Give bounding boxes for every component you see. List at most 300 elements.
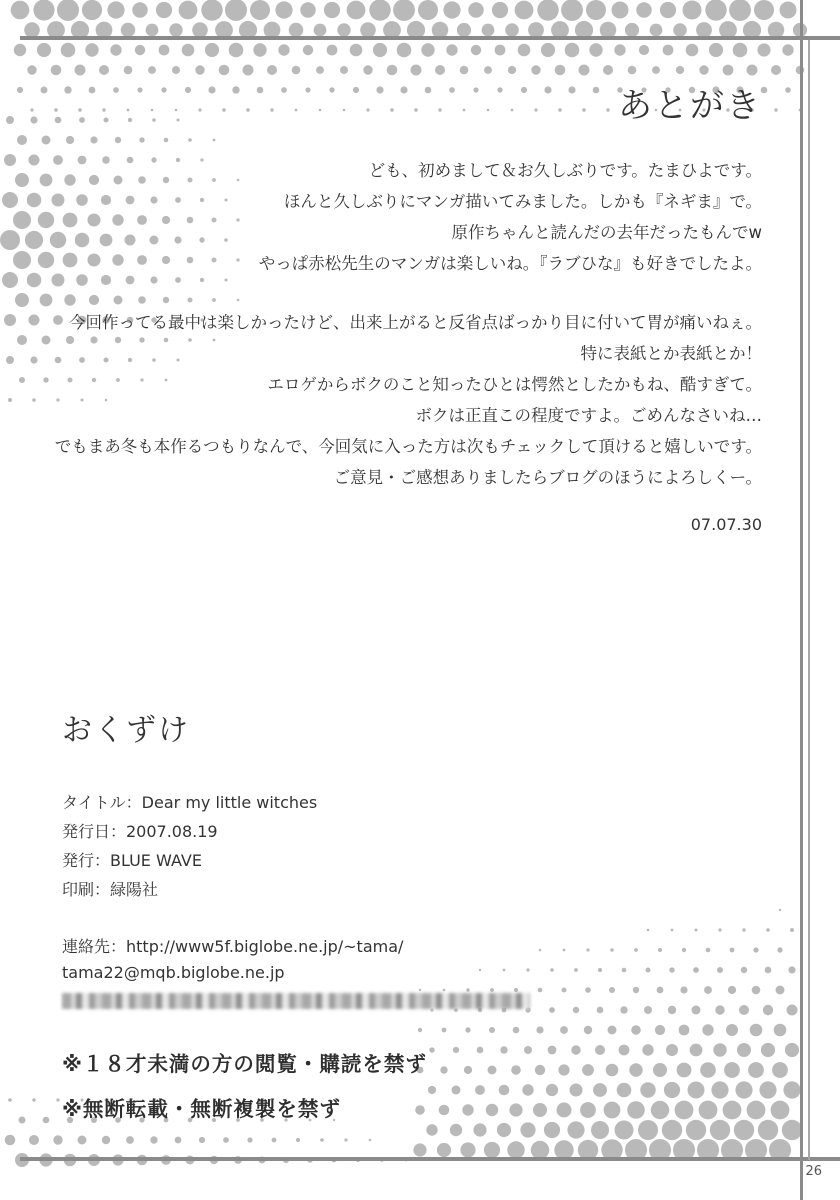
halftone-dot	[42, 336, 51, 345]
halftone-dot	[138, 176, 146, 184]
halftone-dot	[104, 118, 109, 123]
halftone-dot	[419, 989, 421, 991]
halftone-dot	[614, 44, 625, 55]
halftone-dot	[205, 43, 219, 57]
halftone-dot	[102, 156, 110, 164]
halftone-dot	[200, 198, 204, 202]
halftone-dot	[104, 358, 109, 363]
afterword-line: ども、初めまして＆お久しぶりです。たまひよです。	[368, 161, 762, 180]
halftone-dot	[449, 87, 455, 93]
halftone-dot	[32, 398, 36, 402]
halftone-dot	[615, 1121, 634, 1140]
halftone-dot	[705, 0, 726, 21]
footer-rule	[20, 1157, 840, 1161]
halftone-dot	[75, 65, 86, 76]
halftone-dot	[64, 86, 71, 93]
halftone-dot	[187, 217, 194, 224]
halftone-dot	[340, 66, 348, 74]
halftone-dot	[634, 948, 638, 952]
halftone-dot	[57, 0, 79, 21]
halftone-dot	[175, 197, 181, 203]
halftone-dot	[89, 175, 99, 185]
halftone-dot	[776, 986, 785, 995]
halftone-dot	[8, 398, 12, 402]
halftone-dot	[300, 2, 315, 17]
halftone-dot	[785, 1043, 799, 1057]
halftone-dot	[428, 1086, 436, 1094]
halftone-dot	[56, 398, 59, 401]
halftone-dot	[489, 1027, 495, 1033]
halftone-dot	[435, 65, 445, 75]
halftone-dot	[150, 196, 157, 203]
halftone-dot	[175, 1137, 182, 1144]
halftone-dot	[699, 1101, 718, 1120]
halftone-dot	[524, 1046, 532, 1054]
halftone-dot	[780, 2, 797, 19]
halftone-dot	[683, 1, 702, 20]
halftone-dot	[479, 969, 481, 971]
halftone-dot	[560, 1026, 568, 1034]
halftone-dot	[558, 108, 562, 112]
halftone-dot	[534, 108, 537, 111]
halftone-dot	[50, 232, 66, 248]
halftone-dot	[140, 378, 143, 381]
halftone-dot	[42, 136, 51, 145]
halftone-dot	[706, 948, 711, 953]
halftone-dot	[212, 298, 216, 302]
halftone-dot	[488, 1066, 497, 1075]
halftone-dot	[657, 987, 664, 994]
halftone-dot	[652, 66, 660, 74]
halftone-dot	[606, 108, 609, 111]
halftone-dot	[617, 1083, 632, 1098]
halftone-dot	[585, 987, 591, 993]
halftone-dot	[52, 194, 65, 207]
halftone-dot	[88, 214, 101, 227]
halftone-dot	[89, 87, 96, 94]
afterword-line: 原作ちゃんと読んだの去年だったもんでw	[451, 223, 762, 242]
halftone-dot	[115, 137, 121, 143]
halftone-dot	[353, 87, 359, 93]
halftone-dot	[314, 24, 327, 37]
halftone-dot	[343, 109, 346, 112]
halftone-dot	[319, 109, 322, 112]
afterword-date: 07.07.30	[690, 515, 762, 534]
halftone-dot	[536, 1026, 543, 1033]
halftone-dot	[503, 969, 506, 972]
halftone-dot	[550, 968, 554, 972]
halftone-dot	[573, 1007, 579, 1013]
halftone-dot	[460, 1142, 475, 1157]
halftone-dot	[457, 23, 471, 37]
halftone-dot	[655, 1025, 665, 1035]
halftone-dot	[606, 1064, 619, 1077]
halftone-dot	[137, 87, 142, 92]
halftone-dot	[465, 1027, 470, 1032]
halftone-dot	[295, 109, 298, 112]
halftone-dot	[162, 256, 170, 264]
halftone-dot	[586, 948, 589, 951]
halftone-dot	[647, 929, 650, 932]
halftone-dot	[0, 230, 20, 250]
halftone-dot	[6, 116, 14, 124]
halftone-dot	[33, 0, 54, 21]
halftone-dot	[337, 23, 350, 36]
halftone-dot	[2, 272, 18, 288]
halftone-dot	[78, 108, 82, 112]
halftone-dot	[151, 109, 154, 112]
halftone-dot	[664, 1082, 680, 1098]
halftone-dot	[303, 45, 313, 55]
halftone-dot	[270, 108, 273, 111]
halftone-dot	[115, 337, 121, 343]
halftone-dot	[565, 43, 580, 58]
halftone-dot	[442, 1028, 447, 1033]
halftone-dot	[177, 359, 180, 362]
halftone-dot	[753, 947, 758, 952]
halftone-dot	[421, 43, 434, 56]
halftone-dot	[739, 1005, 749, 1015]
halftone-dot	[443, 989, 446, 992]
halftone-dot	[593, 87, 600, 94]
halftone-dot	[718, 928, 721, 931]
halftone-dot	[102, 108, 105, 111]
halftone-dot	[208, 86, 215, 93]
halftone-dot	[128, 358, 132, 362]
halftone-dot	[17, 335, 27, 345]
halftone-dot	[29, 1135, 39, 1145]
halftone-dot	[281, 87, 287, 93]
halftone-dot	[85, 43, 98, 56]
halftone-dot	[126, 1136, 134, 1144]
halftone-dot	[175, 277, 181, 283]
halftone-dot	[15, 173, 29, 187]
halftone-dot	[589, 43, 602, 56]
halftone-dot	[639, 45, 649, 55]
halftone-dot	[610, 948, 613, 951]
halftone-dot	[439, 1105, 450, 1116]
halftone-dot	[646, 968, 651, 973]
halftone-dot	[363, 65, 372, 74]
page-number: 26	[805, 1164, 822, 1179]
halftone-dot	[629, 1063, 642, 1076]
halftone-dot	[582, 1064, 594, 1076]
halftone-dot	[126, 276, 135, 285]
halftone-dot	[537, 0, 558, 21]
halftone-dot	[24, 22, 40, 38]
halftone-dot	[484, 1142, 500, 1158]
halftone-dot	[686, 44, 699, 57]
halftone-dot	[535, 1065, 545, 1075]
halftone-dot	[78, 156, 87, 165]
halftone-dot	[495, 45, 506, 56]
halftone-dot	[51, 65, 62, 76]
halftone-dot	[192, 22, 208, 38]
colophon-publisher: 発行：BLUE WAVE	[62, 851, 202, 870]
halftone-dot	[222, 108, 226, 112]
halftone-dot	[603, 65, 613, 75]
halftone-dot	[505, 23, 519, 37]
halftone-dot	[30, 108, 33, 111]
halftone-dot	[88, 254, 101, 267]
halftone-dot	[473, 1123, 486, 1136]
halftone-dot	[177, 119, 180, 122]
halftone-dot	[452, 1086, 461, 1095]
halftone-dot	[110, 44, 121, 55]
halftone-dot	[460, 66, 469, 75]
halftone-dot	[782, 1120, 802, 1140]
halftone-dot	[692, 1006, 701, 1015]
halftone-dot	[758, 1120, 778, 1140]
halftone-dot	[507, 1141, 524, 1158]
halftone-dot	[159, 45, 170, 56]
age-restriction-notice: ※１８才未満の方の閲覧・購読を禁ず	[62, 1052, 427, 1076]
halftone-dot	[779, 909, 781, 911]
halftone-dot	[11, 1, 30, 20]
halftone-dot	[653, 1063, 667, 1077]
halftone-dot	[163, 297, 169, 303]
halftone-dot	[591, 1121, 609, 1139]
halftone-dot	[466, 988, 469, 991]
afterword-line: 今回作ってる最中は楽しかったけど、出来上がると反省点ばっかり目に付いて胃が痛いねぇ。	[69, 313, 762, 332]
halftone-dot	[164, 138, 169, 143]
halftone-dot	[135, 45, 145, 55]
halftone-dot	[92, 378, 96, 382]
halftone-dot	[663, 45, 674, 56]
halftone-dot	[4, 314, 16, 326]
halftone-dot	[757, 43, 770, 56]
halftone-dot	[43, 1117, 50, 1124]
halftone-dot	[182, 44, 195, 57]
halftone-dot	[56, 1098, 59, 1101]
halftone-dot	[198, 108, 201, 111]
halftone-dot	[677, 1063, 692, 1078]
halftone-dot	[37, 43, 51, 57]
halftone-dot	[257, 87, 264, 94]
halftone-dot	[766, 928, 770, 932]
halftone-dot	[579, 65, 590, 76]
halftone-dot	[243, 65, 254, 76]
halftone-dot	[750, 1024, 763, 1037]
halftone-dot	[554, 1140, 573, 1159]
halftone-dot	[229, 43, 244, 58]
halftone-dot	[29, 155, 40, 166]
halftone-dot	[544, 1122, 560, 1138]
halftone-dot	[675, 1101, 694, 1120]
halftone-dot	[638, 1120, 658, 1140]
halftone-dot	[5, 1135, 16, 1146]
halftone-dot	[139, 137, 144, 142]
halftone-dot	[437, 1143, 451, 1157]
halftone-dot	[724, 1062, 740, 1078]
halftone-dot	[608, 1026, 617, 1035]
halftone-dot	[765, 967, 772, 974]
halftone-dot	[138, 296, 146, 304]
halftone-dot	[464, 1066, 472, 1074]
halftone-dot	[27, 193, 42, 208]
halftone-dot	[633, 987, 639, 993]
halftone-dot	[15, 293, 29, 307]
halftone-dot	[347, 1, 366, 20]
halftone-dot	[19, 1117, 26, 1124]
halftone-dot	[29, 315, 40, 326]
halftone-dot	[236, 258, 239, 261]
halftone-dot	[53, 315, 63, 325]
halftone-dot	[715, 1005, 724, 1014]
halftone-dot	[609, 987, 615, 993]
halftone-dot	[438, 108, 441, 111]
halftone-dot	[246, 108, 250, 112]
halftone-dot	[728, 986, 736, 994]
halftone-dot	[132, 2, 147, 17]
halftone-dot	[636, 2, 651, 17]
halftone-dot	[360, 22, 376, 38]
halftone-dot	[390, 108, 394, 112]
halftone-dot	[528, 22, 544, 38]
halftone-dot	[730, 948, 735, 953]
halftone-dot	[105, 399, 108, 402]
halftone-dot	[13, 211, 31, 229]
right-frame-rule-inner	[808, 40, 810, 1160]
halftone-dot	[763, 1005, 773, 1015]
halftone-dot	[742, 928, 745, 931]
halftone-dot	[127, 109, 130, 112]
halftone-dot	[267, 65, 277, 75]
halftone-dot	[414, 108, 418, 112]
halftone-dot	[747, 1101, 766, 1120]
halftone-dot	[237, 299, 240, 302]
halftone-dot	[555, 65, 566, 76]
halftone-dot	[152, 358, 156, 362]
halftone-dot	[531, 1141, 549, 1159]
halftone-dot	[68, 378, 73, 383]
halftone-dot	[482, 24, 495, 37]
halftone-dot	[429, 1047, 434, 1052]
halftone-dot	[278, 44, 289, 55]
halftone-dot	[499, 1085, 510, 1096]
halftone-dot	[40, 174, 53, 187]
halftone-dot	[486, 1104, 498, 1116]
halftone-dot	[468, 2, 483, 17]
halftone-dot	[631, 1025, 641, 1035]
halftone-dot	[533, 1103, 547, 1117]
halftone-dot	[38, 212, 54, 228]
halftone-dot	[471, 45, 481, 55]
halftone-dot	[582, 108, 586, 112]
halftone-dot	[518, 44, 531, 57]
halftone-dot	[548, 1046, 557, 1055]
halftone-dot	[620, 1006, 627, 1013]
halftone-dot	[686, 1120, 706, 1140]
halftone-dot	[558, 1064, 569, 1075]
halftone-dot	[38, 252, 54, 268]
halftone-dot	[64, 294, 75, 305]
halftone-dot	[679, 1025, 690, 1036]
halftone-dot	[253, 43, 266, 56]
halftone-dot	[513, 1027, 520, 1034]
halftone-dot	[137, 215, 147, 225]
halftone-dot	[440, 1066, 447, 1073]
halftone-dot	[492, 2, 508, 18]
halftone-dot	[146, 24, 159, 37]
halftone-dot	[782, 44, 793, 55]
afterword-line: エロゲからボクのこと知ったひとは愕然としたかもね、酷すぎて。	[267, 375, 762, 394]
halftone-dot	[376, 86, 383, 93]
halftone-dot	[90, 136, 97, 143]
halftone-dot	[90, 336, 97, 343]
halftone-dot	[508, 66, 516, 74]
halftone-dot	[175, 109, 178, 112]
halftone-dot	[225, 279, 228, 282]
halftone-dot	[292, 66, 301, 75]
halftone-dot	[541, 43, 555, 57]
halftone-dot	[497, 1123, 511, 1137]
halftone-dot	[737, 1043, 751, 1057]
halftone-dot	[66, 136, 74, 144]
halftone-dot	[101, 275, 111, 285]
halftone-dot	[777, 947, 782, 952]
halftone-dot	[783, 1081, 800, 1098]
halftone-dot	[373, 43, 387, 57]
halftone-dot	[63, 253, 78, 268]
halftone-dot	[164, 338, 169, 343]
halftone-dot	[747, 65, 758, 76]
halftone-dot	[272, 1138, 277, 1143]
halftone-dot	[247, 1137, 252, 1142]
halftone-dot	[673, 23, 687, 37]
halftone-dot	[568, 86, 575, 93]
halftone-dot	[450, 1124, 462, 1136]
halftone-dot	[574, 968, 578, 972]
halftone-dot	[622, 968, 627, 973]
halftone-dot	[212, 258, 217, 263]
halftone-dot	[567, 1121, 584, 1138]
halftone-dot	[53, 155, 63, 165]
halftone-dot	[580, 1102, 596, 1118]
halftone-dot	[477, 1047, 484, 1054]
halftone-dot	[484, 66, 492, 74]
halftone-dot	[790, 928, 794, 932]
halftone-dot	[772, 1062, 788, 1078]
halftone-dot	[223, 1137, 229, 1143]
afterword-line: ご意見・ご感想ありましたらブログのほうによろしくー。	[333, 468, 762, 487]
halftone-dot	[627, 1101, 645, 1119]
halftone-dot	[584, 1026, 592, 1034]
halftone-dot	[54, 108, 58, 112]
halftone-dot	[734, 1120, 754, 1140]
halftone-dot	[600, 22, 617, 39]
halftone-dot	[76, 194, 88, 206]
halftone-dot	[150, 236, 159, 245]
halftone-dot	[124, 66, 133, 75]
halftone-dot	[161, 87, 166, 92]
halftone-dot	[710, 1120, 730, 1140]
halftone-dot	[2, 192, 18, 208]
halftone-dot	[723, 1101, 742, 1120]
halftone-dot	[432, 22, 449, 39]
halftone-dot	[19, 377, 25, 383]
halftone-dot	[561, 0, 583, 21]
halftone-dot	[101, 195, 111, 205]
halftone-dot	[418, 0, 438, 20]
halftone-dot	[669, 967, 674, 972]
halftone-dot	[17, 135, 27, 145]
halftone-dot	[660, 2, 676, 18]
halftone-dot	[612, 2, 629, 19]
halftone-dot	[126, 196, 135, 205]
halftone-dot	[788, 966, 795, 973]
halftone-dot	[726, 1024, 738, 1036]
